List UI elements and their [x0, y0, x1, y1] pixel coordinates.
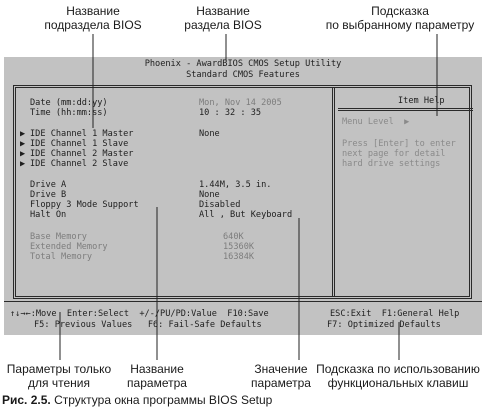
setting-label[interactable]: IDE Channel 2 Master: [30, 149, 134, 159]
setting-value[interactable]: None: [199, 129, 220, 139]
annotation-readonly-line2: для чтения: [28, 376, 90, 390]
footer-keys-line1-right: ESC:Exit F1:General Help: [330, 309, 460, 319]
setting-label[interactable]: Floppy 3 Mode Support: [30, 200, 139, 210]
setting-label[interactable]: Date (mm:dd:yy): [30, 98, 108, 108]
help-panel-separator: [338, 108, 473, 111]
setting-label[interactable]: IDE Channel 1 Master: [30, 129, 134, 139]
setting-label[interactable]: Drive B: [30, 190, 67, 200]
figure-caption-number: Рис. 2.5.: [2, 393, 51, 407]
annotation-param-name-line1: Название: [130, 362, 184, 376]
bios-title: Phoenix - AwardBIOS CMOS Setup Utility: [144, 59, 342, 69]
annotation-selected-hint-line2: по выбранному параметру: [325, 18, 475, 32]
annotation-title-name-line2: раздела BIOS: [184, 18, 262, 32]
annotation-keys-hint-line1: Подсказка по использованию: [316, 362, 480, 376]
submenu-arrow-icon: ▶: [20, 159, 26, 169]
bios-screen: [4, 57, 482, 335]
annotation-section-name-line1: Название: [66, 4, 120, 18]
help-line-1: Press [Enter] to enter: [342, 139, 456, 149]
annotation-param-value-line1: Значение: [254, 362, 308, 376]
setting-label[interactable]: Drive A: [30, 180, 67, 190]
bios-subtitle: Standard CMOS Features: [186, 70, 300, 80]
setting-label: Total Memory: [30, 252, 93, 262]
figure-caption: [2, 393, 272, 407]
setting-value: 15360K: [223, 242, 255, 252]
setting-label: Base Memory: [30, 232, 87, 242]
annotation-readonly: [0, 362, 118, 390]
footer-separator: [4, 301, 482, 302]
footer-keys-line2-right: F7: Optimized Defaults: [327, 320, 441, 330]
annotation-title-name: [168, 4, 278, 32]
setting-value[interactable]: All , But Keyboard: [199, 210, 293, 220]
setting-label[interactable]: IDE Channel 1 Slave: [30, 139, 129, 149]
help-menu-level: Menu Level ▶: [342, 117, 410, 127]
footer-keys-line1-left: ↑↓→←:Move Enter:Select +/-/PU/PD:Value F10:Save: [10, 309, 269, 319]
annotation-param-name: [116, 362, 198, 390]
help-line-3: hard drive settings: [342, 159, 441, 169]
setting-label[interactable]: IDE Channel 2 Slave: [30, 159, 129, 169]
annotation-section-name-line2: подраздела BIOS: [44, 18, 142, 32]
annotation-param-name-line2: параметра: [127, 376, 187, 390]
setting-value[interactable]: None: [199, 190, 220, 200]
annotation-title-name-line1: Название: [196, 4, 250, 18]
annotation-readonly-line1: Параметры только: [6, 362, 112, 376]
annotation-keys-hint: [312, 362, 484, 390]
help-line-2: next page for detail: [342, 149, 446, 159]
help-panel-title: Item Help: [398, 96, 445, 106]
setting-value[interactable]: Mon, Nov 14 2005: [199, 98, 282, 108]
bios-panel-divider: [332, 88, 335, 296]
annotation-section-name: [38, 4, 148, 32]
setting-value: 640K: [223, 232, 244, 242]
annotation-selected-hint-line1: Подсказка: [371, 4, 429, 18]
submenu-arrow-icon: ▶: [20, 129, 26, 139]
setting-value[interactable]: 1.44M, 3.5 in.: [199, 180, 272, 190]
bios-main-frame: [13, 85, 472, 299]
footer-keys-line2-left: F5: Previous Values F6: Fail-Safe Defaults: [34, 320, 262, 330]
setting-label[interactable]: Time (hh:mm:ss): [30, 108, 108, 118]
setting-value: 16384K: [223, 252, 255, 262]
setting-label: Extended Memory: [30, 242, 108, 252]
setting-value[interactable]: Disabled: [199, 200, 241, 210]
submenu-arrow-icon: ▶: [20, 139, 26, 149]
annotation-param-value: [240, 362, 322, 390]
annotation-keys-hint-line2: функциональных клавиш: [327, 376, 469, 390]
setting-value[interactable]: 10 : 32 : 35: [199, 108, 262, 118]
setting-label[interactable]: Halt On: [30, 210, 67, 220]
submenu-arrow-icon: ▶: [20, 149, 26, 159]
annotation-param-value-line2: параметра: [251, 376, 311, 390]
annotation-selected-hint: [320, 4, 480, 32]
figure-caption-text: Структура окна программы BIOS Setup: [50, 393, 273, 407]
